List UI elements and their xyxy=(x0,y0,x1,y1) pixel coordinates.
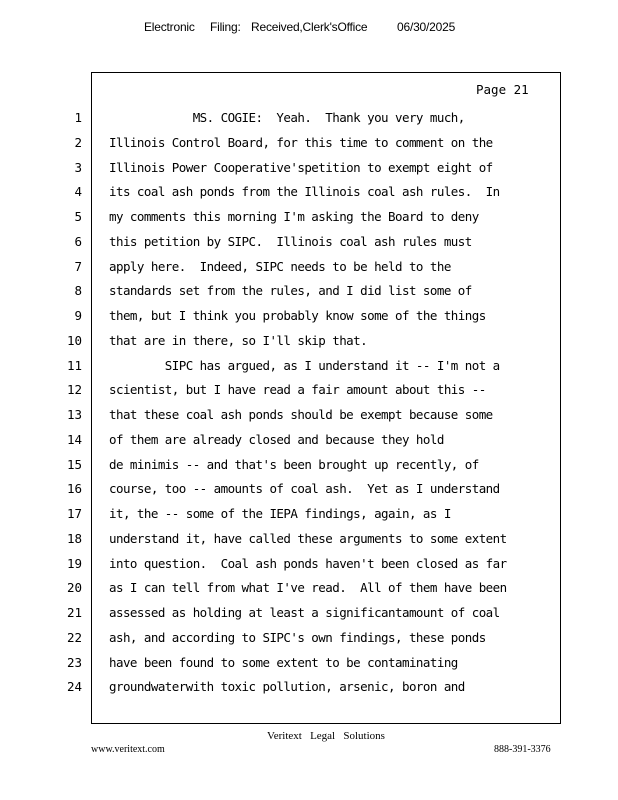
line-number: 23 xyxy=(66,654,82,670)
footer-website: www.veritext.com xyxy=(91,744,165,755)
line-number: 24 xyxy=(66,679,82,695)
line-number: 17 xyxy=(66,506,82,521)
line-number: 11 xyxy=(66,357,82,373)
transcript-line-text: Illinois Control Board, for this time to comment on the xyxy=(109,134,493,150)
page-number: Page 21 xyxy=(476,82,529,97)
line-number: 21 xyxy=(66,605,82,620)
line-number: 1 xyxy=(74,110,82,125)
line-number: 7 xyxy=(74,258,82,274)
transcript-line-text: understand it, have called these arguments to some extent xyxy=(109,530,507,546)
filing-header-electronic: Electronic xyxy=(144,20,195,34)
line-number: 4 xyxy=(74,184,82,200)
filing-header-filing: Filing: xyxy=(210,20,241,34)
footer-company: Veritext Legal Solutions xyxy=(267,730,385,742)
transcript-line-text: its coal ash ponds from the Illinois coal ash rules. In xyxy=(109,184,500,200)
line-number: 19 xyxy=(66,555,82,571)
filing-header-date: 06/30/2025 xyxy=(397,20,456,34)
transcript-line-text: them, but I think you probably know some of the things xyxy=(109,308,486,323)
line-number: 5 xyxy=(74,209,82,224)
transcript-line-text: de minimis -- and that's been brought up recently, of xyxy=(109,456,479,472)
line-number: 18 xyxy=(66,530,82,546)
transcript-line-text: scientist, but I have read a fair amount about this -- xyxy=(109,382,486,398)
filing-header-received: Received,Clerk'sOffice xyxy=(251,20,368,34)
line-number: 13 xyxy=(66,407,82,422)
transcript-line-text: as I can tell from what I've read. All of them have been xyxy=(109,580,507,596)
line-number: 8 xyxy=(74,283,82,299)
transcript-line-text: it, the -- some of the IEPA findings, again, as I xyxy=(109,506,451,521)
footer-phone: 888-391-3376 xyxy=(494,744,551,755)
transcript-line-text: this petition by SIPC. Illinois coal ash rules must xyxy=(109,233,472,249)
transcript-line-text: standards set from the rules, and I did list some of xyxy=(109,283,472,299)
line-number: 16 xyxy=(66,481,82,497)
line-number: 12 xyxy=(66,382,82,398)
transcript-line-text: my comments this morning I'm asking the Board to deny xyxy=(109,209,479,224)
line-number: 9 xyxy=(74,308,82,323)
line-number: 6 xyxy=(74,233,82,249)
transcript-line-text: have been found to some extent to be contaminating xyxy=(109,654,458,670)
line-number: 14 xyxy=(66,431,82,447)
transcript-line-text: assessed as holding at least a significantamount of coal xyxy=(109,605,500,620)
line-number: 15 xyxy=(66,456,82,472)
line-number: 22 xyxy=(66,629,82,645)
transcript-line-text: course, too -- amounts of coal ash. Yet as I understand xyxy=(109,481,500,497)
transcript-line-text: into question. Coal ash ponds haven't been closed as far xyxy=(109,555,507,571)
transcript-line-text: Illinois Power Cooperative'spetition to exempt eight of xyxy=(109,159,493,175)
line-number: 3 xyxy=(74,159,82,175)
line-number: 10 xyxy=(66,332,82,348)
transcript-line-text: that these coal ash ponds should be exempt because some xyxy=(109,407,493,422)
transcript-line-text: that are in there, so I'll skip that. xyxy=(109,332,368,348)
transcript-line-text: MS. COGIE: Yeah. Thank you very much, xyxy=(109,110,465,125)
transcript-line-text: ash, and according to SIPC's own findings, these ponds xyxy=(109,629,486,645)
line-number: 20 xyxy=(66,580,82,596)
transcript-line-text: apply here. Indeed, SIPC needs to be held to the xyxy=(109,258,451,274)
transcript-line-text: of them are already closed and because they hold xyxy=(109,431,444,447)
transcript-line-text: groundwaterwith toxic pollution, arsenic, boron and xyxy=(109,679,465,695)
transcript-line-text: SIPC has argued, as I understand it -- I'm not a xyxy=(109,357,500,373)
line-number: 2 xyxy=(74,134,82,150)
